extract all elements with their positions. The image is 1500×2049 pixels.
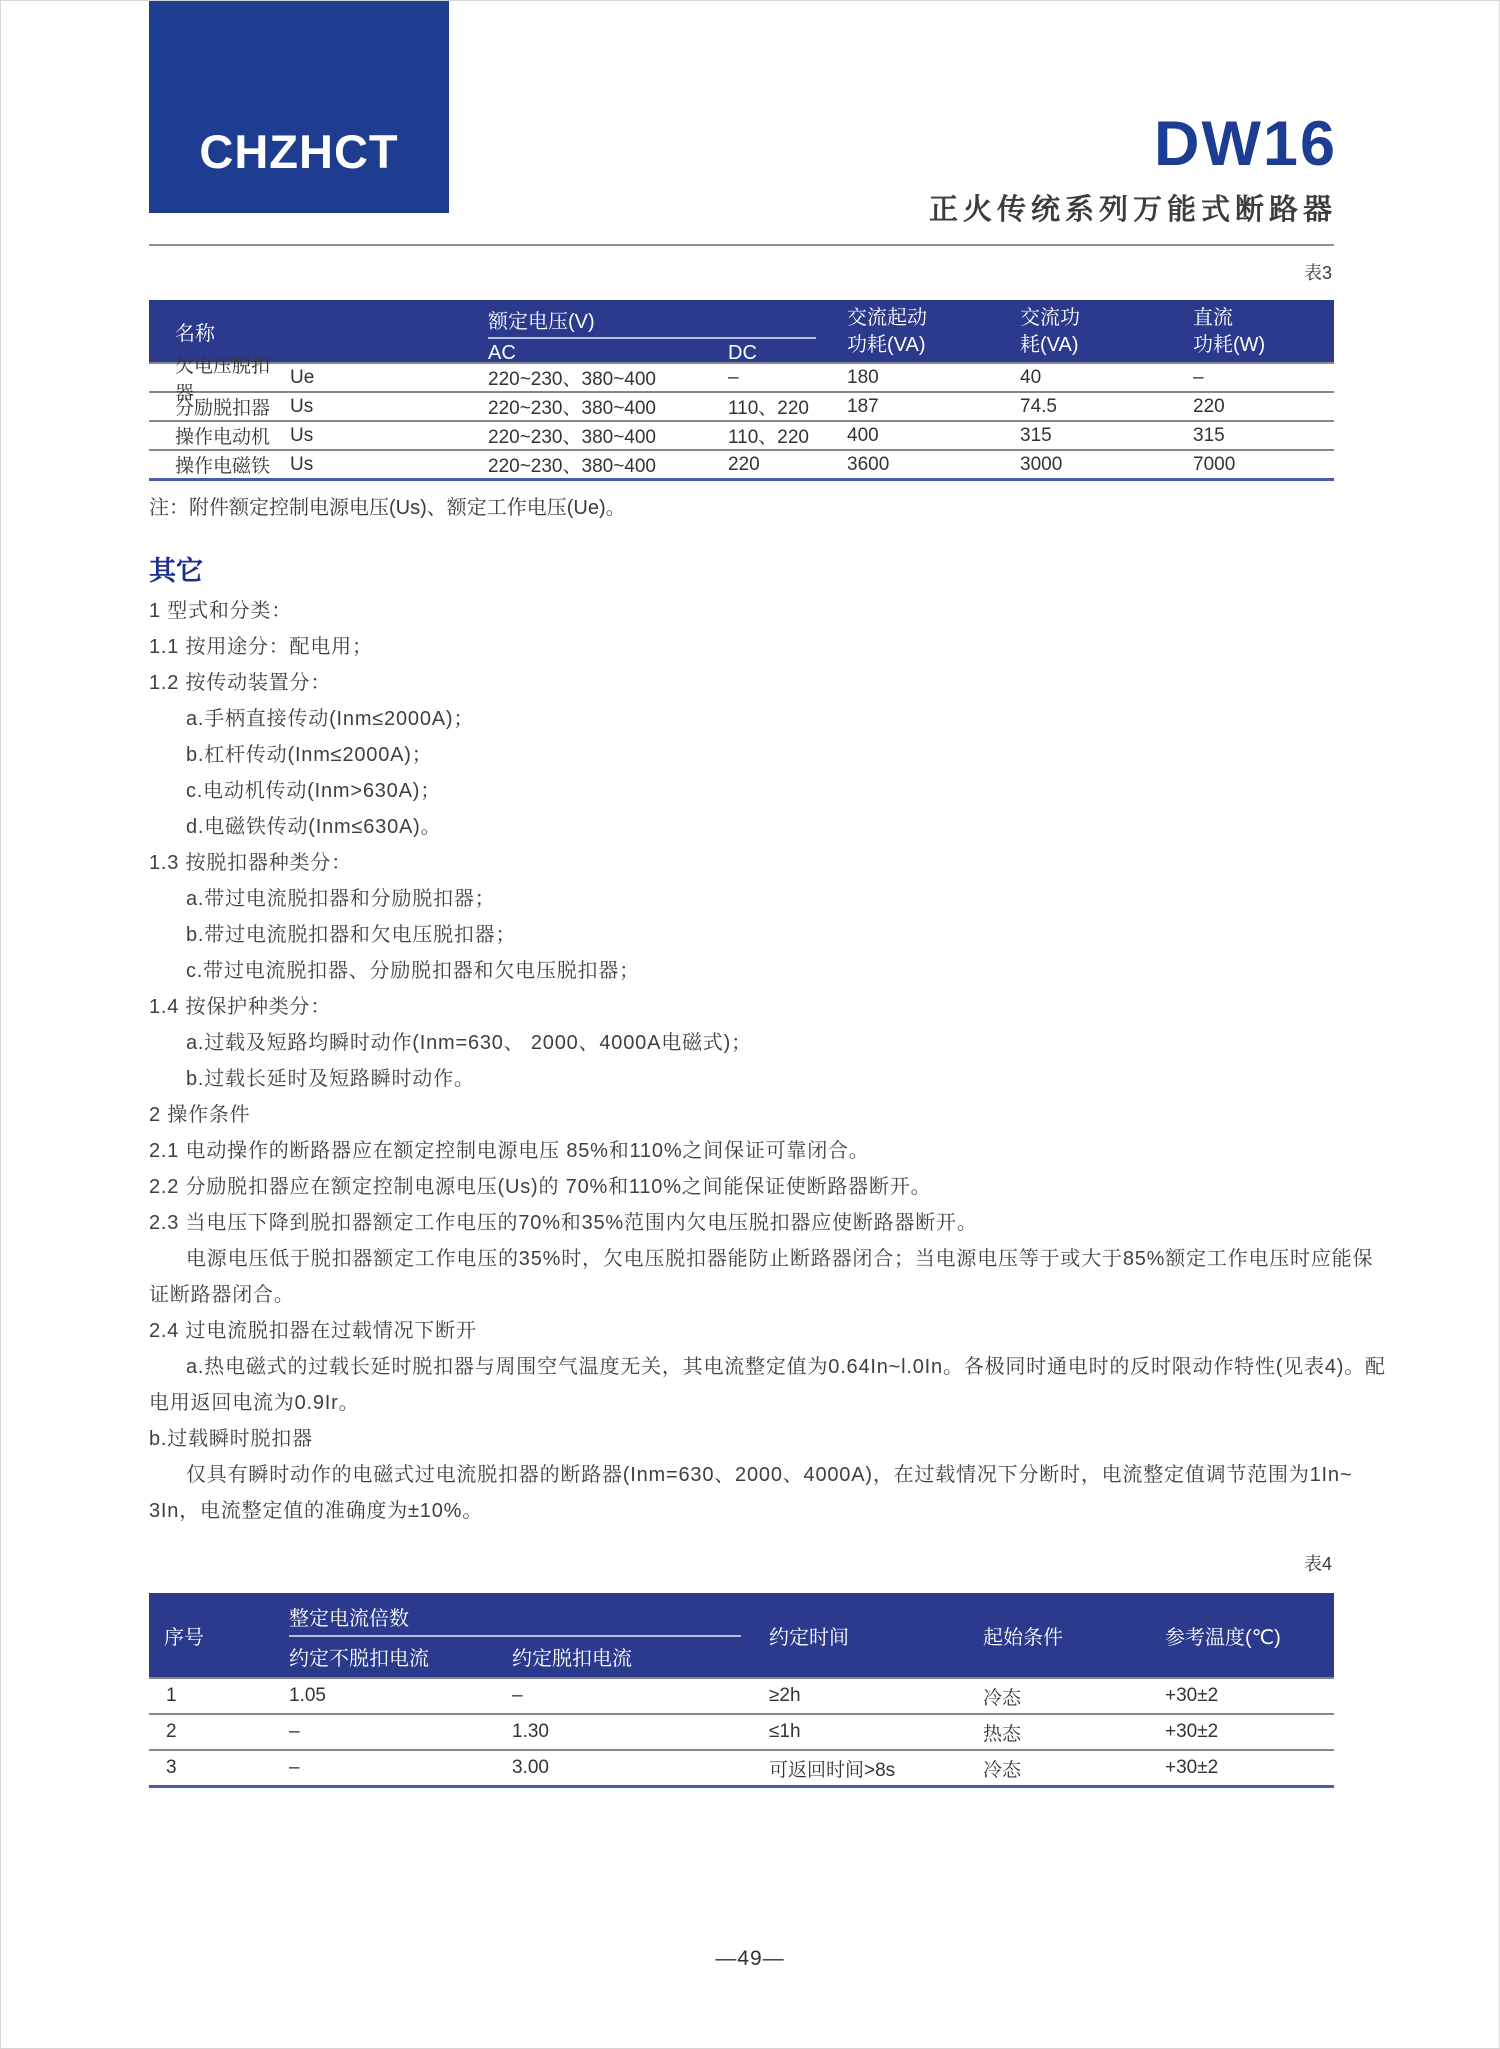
body-line: 仅具有瞬时动作的电磁式过电流脱扣器的断路器(Inm=630、2000、4000A)，在过载情况下分断时，电流整定值调节范围为1In~	[186, 1464, 1353, 1486]
table3-header-dc: DC	[728, 342, 757, 364]
series-subtitle: 正火传统系列万能式断路器	[928, 194, 1337, 226]
table3-header-name: 名称	[175, 322, 215, 345]
table4-header-row	[149, 1593, 1334, 1677]
body-line: b.杠杆传动(Inm≤2000A)；	[186, 744, 433, 766]
table4-trip-characteristics	[149, 1593, 1334, 1788]
body-line: 2 操作条件	[149, 1104, 251, 1126]
body-line: 3In，电流整定值的准确度为±10%。	[149, 1500, 484, 1522]
table3-header-voltage-label: 额定电压(V)	[488, 311, 595, 333]
table3-accessory-power	[149, 300, 1334, 481]
table4-header-condition: 起始条件	[983, 1626, 1063, 1649]
table3-label: 表3	[1303, 263, 1332, 283]
body-line: 1.4 按保护种类分：	[149, 996, 332, 1018]
body-line: b.过载瞬时脱扣器	[149, 1428, 313, 1450]
body-line: 电源电压低于脱扣器额定工作电压的35%时，欠电压脱扣器能防止断路器闭合；当电源电压等于或大于85%额定工作电压时应能保	[186, 1248, 1374, 1270]
body-line: a.带过电流脱扣器和分励脱扣器；	[186, 888, 496, 910]
body-line: c.带过电流脱扣器、分励脱扣器和欠电压脱扣器；	[186, 960, 640, 982]
body-line: 1.1 按用途分：配电用；	[149, 636, 373, 658]
table3-header-voltage-group	[488, 300, 847, 362]
header-divider	[149, 244, 1334, 246]
table4-header-no-trip-current: 约定不脱扣电流	[289, 1648, 429, 1670]
table-row: 欠电压脱扣器 Ue 220~230、380~400 – 180 40 –	[149, 362, 1334, 391]
table-row: 1 1.05 – ≥2h 冷态 +30±2	[149, 1677, 1334, 1713]
body-line: 1 型式和分类：	[149, 600, 293, 622]
table3-voltage-underline	[488, 337, 816, 339]
table4-header-multiple-group	[289, 1593, 769, 1677]
brand-logo-text: CHZHCT	[199, 125, 399, 178]
body-line: b.过载长延时及短路瞬时动作。	[186, 1068, 475, 1090]
table4-header-time: 约定时间	[769, 1626, 849, 1649]
page-number: —49—	[715, 1947, 785, 1970]
body-line: 1.3 按脱扣器种类分：	[149, 852, 352, 874]
table3-header-ac: AC	[488, 342, 516, 364]
body-line: 2.2 分励脱扣器应在额定控制电源电压(Us)的 70%和110%之间能保证使断路器断开。	[149, 1176, 932, 1198]
body-text-block	[149, 593, 1385, 1529]
body-line: a.过载及短路均瞬时动作(Inm=630、 2000、4000A电磁式)；	[186, 1032, 752, 1054]
body-line: a.手柄直接传动(Inm≤2000A)；	[186, 708, 475, 730]
body-line: 2.3 当电压下降到脱扣器额定工作电压的70%和35%范围内欠电压脱扣器应使断路器断开。	[149, 1212, 978, 1234]
page-title-model: DW16	[1153, 109, 1337, 179]
body-line: 1.2 按传动装置分：	[149, 672, 332, 694]
table4-header-temperature: 参考温度(℃)	[1165, 1626, 1281, 1649]
table4-label: 表4	[1303, 1554, 1332, 1574]
table3-header-ac-power: 交流功 耗(VA)	[1020, 307, 1080, 356]
body-line: 电用返回电流为0.9Ir。	[149, 1392, 360, 1414]
table-row: 分励脱扣器 Us 220~230、380~400 110、220 187 74.5 220	[149, 391, 1334, 420]
body-line: b.带过电流脱扣器和欠电压脱扣器；	[186, 924, 517, 946]
body-line: a.热电磁式的过载长延时脱扣器与周围空气温度无关，其电流整定值为0.64In~l.0In。各极同时通电时的反时限动作特性(见表4)。配	[186, 1356, 1386, 1378]
table3-header-ac-start-power: 交流起动 功耗(VA)	[847, 307, 927, 356]
table3-note: 注：附件额定控制电源电压(Us)、额定工作电压(Ue)。	[149, 497, 626, 519]
body-line: 2.1 电动操作的断路器应在额定控制电源电压 85%和110%之间保证可靠闭合。	[149, 1140, 870, 1162]
table4-header-trip-current: 约定脱扣电流	[512, 1648, 632, 1670]
table4-header-multiple-label: 整定电流倍数	[289, 1608, 409, 1630]
table-row: 2 – 1.30 ≤1h 热态 +30±2	[149, 1713, 1334, 1749]
section-title-other: 其它	[149, 556, 203, 586]
body-line: c.电动机传动(Inm>630A)；	[186, 780, 442, 802]
brand-logo	[149, 1, 449, 213]
table4-multiple-underline	[289, 1635, 741, 1637]
table3-header-row	[149, 300, 1334, 362]
table3-header-dc-power: 直流 功耗(W)	[1193, 307, 1266, 356]
table4-header-no: 序号	[164, 1626, 204, 1649]
body-line: 证断路器闭合。	[149, 1284, 295, 1306]
table-row: 3 – 3.00 可返回时间>8s 冷态 +30±2	[149, 1749, 1334, 1785]
body-line: 2.4 过电流脱扣器在过载情况下断开	[149, 1320, 477, 1342]
table-row: 操作电磁铁 Us 220~230、380~400 220 3600 3000 7000	[149, 449, 1334, 478]
table-row: 操作电动机 Us 220~230、380~400 110、220 400 315 315	[149, 420, 1334, 449]
body-line: d.电磁铁传动(Inm≤630A)。	[186, 816, 442, 838]
